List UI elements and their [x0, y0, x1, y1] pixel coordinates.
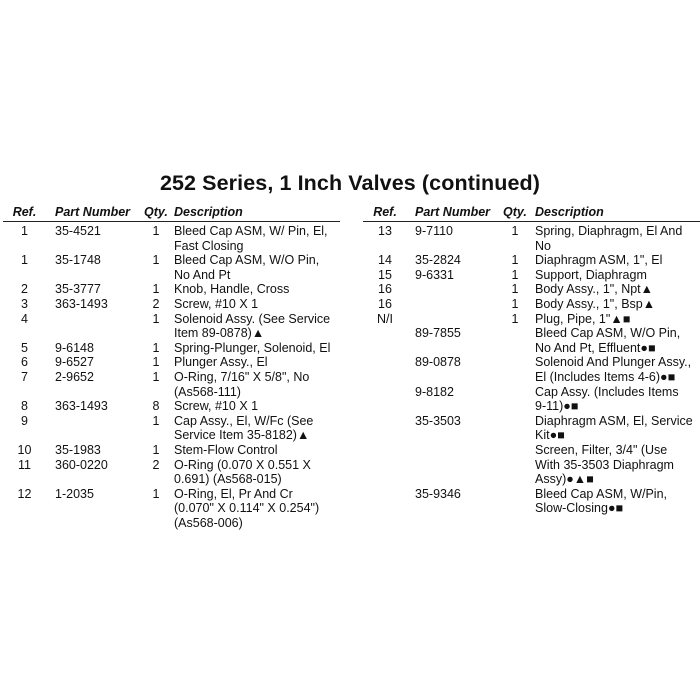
qty-cell: 1 — [511, 267, 519, 282]
table-row — [3, 312, 340, 341]
description-cell: Body Assy., 1", Bsp▲ — [535, 296, 656, 311]
header-ref: Ref. — [12, 205, 37, 219]
table-row — [3, 282, 340, 297]
part-number-cell: 2-9652 — [55, 369, 94, 384]
description-cell: Screw, #10 X 1 — [174, 296, 259, 311]
description-cell: Plug, Pipe, 1"▲■ — [535, 311, 631, 326]
description-cell: Bleed Cap ASM, W/O Pin, No And Pt — [174, 253, 320, 282]
qty-cell: 2 — [152, 296, 160, 311]
table-row — [3, 224, 340, 253]
qty-cell: 1 — [511, 282, 519, 297]
ref-cell: 2 — [21, 282, 28, 297]
table-row — [3, 487, 340, 531]
part-number-cell: 35-1983 — [55, 442, 101, 457]
qty-cell: 1 — [511, 311, 519, 326]
description-cell: Support, Diaphragm — [535, 267, 647, 282]
parts-table-right — [363, 204, 700, 516]
table-row — [3, 399, 340, 414]
table-row — [363, 487, 700, 516]
part-number-cell: 360-0220 — [55, 457, 108, 472]
table-row — [363, 355, 700, 384]
table-row — [363, 312, 700, 327]
qty-cell: 1 — [152, 282, 160, 297]
part-number-cell: 9-6527 — [55, 355, 94, 370]
ref-cell: 1 — [21, 253, 28, 268]
description-cell: Screen, Filter, 3/4" (Use With 35-3503 Diaphragm Assy)●▲■ — [535, 442, 674, 487]
part-number-cell: 363-1493 — [55, 296, 108, 311]
qty-cell: 2 — [152, 457, 160, 472]
part-number-cell: 35-1748 — [55, 253, 101, 268]
header-qty: Qty. — [503, 205, 527, 219]
qty-cell: 1 — [511, 224, 519, 238]
table-row — [363, 268, 700, 283]
table-body — [363, 222, 700, 516]
table-row — [363, 282, 700, 297]
ref-cell: 13 — [378, 224, 392, 238]
description-cell: O-Ring, El, Pr And Cr (0.070" X 0.114" X 0.254") (As568-006) — [174, 486, 320, 530]
description-cell: Bleed Cap ASM, W/ Pin, El, Fast Closing — [174, 224, 328, 253]
part-number-cell: 9-6148 — [55, 340, 94, 355]
description-cell: Cap Assy., El, W/Fc (See Service Item 35-8182)▲ — [174, 413, 314, 443]
ref-cell: 5 — [21, 340, 28, 355]
part-number-cell: 9-8182 — [415, 384, 454, 399]
ref-cell: 12 — [17, 486, 32, 501]
table-row — [3, 370, 340, 399]
table-header — [363, 204, 700, 222]
table-row — [3, 341, 340, 356]
table-body — [3, 222, 340, 530]
ref-cell: 16 — [378, 296, 392, 311]
table-row — [363, 443, 700, 487]
qty-cell: 1 — [511, 253, 519, 268]
description-cell: Solenoid Assy. (See Service Item 89-0878)▲ — [174, 311, 331, 341]
header-ref: Ref. — [373, 205, 397, 219]
header-part-number: Part Number — [415, 205, 491, 219]
table-row — [363, 297, 700, 312]
table-row — [3, 443, 340, 458]
qty-cell: 1 — [511, 296, 519, 311]
parts-table-left — [3, 204, 340, 530]
table-header — [3, 204, 340, 222]
ref-cell: 15 — [378, 267, 392, 282]
qty-cell: 1 — [152, 413, 160, 428]
part-number-cell: 9-6331 — [415, 267, 454, 282]
description-cell: Bleed Cap ASM, W/O Pin, No And Pt, Effluent●■ — [535, 326, 681, 355]
part-number-cell: 35-9346 — [415, 486, 461, 501]
part-number-cell: 35-3503 — [415, 413, 461, 428]
table-row — [3, 458, 340, 487]
description-cell: Plunger Assy., El — [174, 355, 268, 370]
part-number-cell: 35-2824 — [415, 253, 461, 268]
table-row — [363, 253, 700, 268]
ref-cell: 10 — [17, 442, 32, 457]
table-row — [363, 224, 700, 253]
qty-cell: 1 — [152, 311, 160, 326]
qty-cell: 1 — [152, 486, 160, 501]
part-number-cell: 363-1493 — [55, 399, 108, 414]
description-cell: Spring, Diaphragm, El And No — [535, 224, 683, 253]
ref-cell: 14 — [378, 253, 392, 268]
page-title: 252 Series, 1 Inch Valves (continued) — [159, 171, 541, 195]
ref-cell: 1 — [21, 224, 28, 238]
ref-cell: N/I — [377, 311, 393, 326]
description-cell: Cap Assy. (Includes Items 9-11)●■ — [535, 384, 679, 414]
description-cell: O-Ring (0.070 X 0.551 X 0.691) (As568-015) — [174, 457, 311, 487]
description-cell: Spring-Plunger, Solenoid, El — [174, 340, 331, 355]
ref-cell: 8 — [21, 399, 28, 414]
table-row — [3, 355, 340, 370]
qty-cell: 1 — [152, 224, 160, 238]
qty-cell: 1 — [152, 355, 160, 370]
table-row — [363, 414, 700, 443]
part-number-cell: 35-3777 — [55, 282, 101, 297]
table-row — [3, 414, 340, 443]
header-description: Description — [535, 205, 604, 219]
ref-cell: 6 — [21, 355, 28, 370]
part-number-cell: 1-2035 — [55, 486, 94, 501]
header-description: Description — [174, 205, 243, 219]
description-cell: Knob, Handle, Cross — [174, 282, 290, 297]
table-row — [363, 326, 700, 355]
description-cell: Solenoid And Plunger Assy., El (Includes Items 4-6)●■ — [535, 355, 692, 384]
qty-cell: 8 — [152, 399, 160, 414]
part-number-cell: 89-0878 — [415, 355, 461, 370]
ref-cell: 3 — [21, 296, 28, 311]
table-row — [363, 385, 700, 414]
qty-cell: 1 — [152, 442, 160, 457]
header-part-number: Part Number — [55, 205, 131, 219]
description-cell: O-Ring, 7/16" X 5/8", No (As568-111) — [174, 369, 310, 399]
table-row — [3, 253, 340, 282]
ref-cell: 9 — [21, 413, 28, 428]
qty-cell: 1 — [152, 253, 160, 268]
description-cell: Diaphragm ASM, El, Service Kit●■ — [535, 413, 693, 443]
part-number-cell: 89-7855 — [415, 326, 461, 341]
qty-cell: 1 — [152, 369, 160, 384]
description-cell: Body Assy., 1", Npt▲ — [535, 282, 654, 297]
table-row — [3, 297, 340, 312]
part-number-cell: 35-4521 — [55, 224, 101, 238]
ref-cell: 4 — [21, 311, 28, 326]
description-cell: Diaphragm ASM, 1", El — [535, 253, 663, 268]
description-cell: Stem-Flow Control — [174, 442, 278, 457]
ref-cell: 7 — [21, 369, 28, 384]
ref-cell: 16 — [378, 282, 392, 297]
qty-cell: 1 — [152, 340, 160, 355]
description-cell: Screw, #10 X 1 — [174, 399, 259, 414]
description-cell: Bleed Cap ASM, W/Pin, Slow-Closing●■ — [535, 486, 668, 516]
header-qty: Qty. — [144, 205, 168, 219]
ref-cell: 11 — [18, 457, 31, 472]
part-number-cell: 9-7110 — [415, 224, 453, 238]
